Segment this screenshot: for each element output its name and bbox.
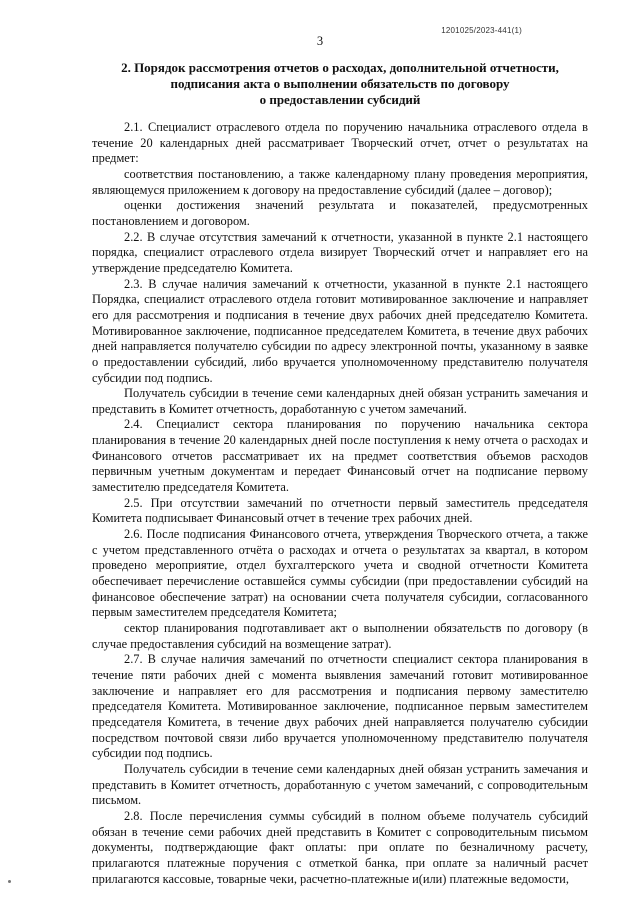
- paragraph-2-3: 2.3. В случае наличия замечаний к отчетности, указанной в пункте 2.1 настоящего Порядка, специалист отраслевого отдела готовит мотивированное заключение и направляет его для рассмотрения и подписания в течение двух рабочих дней председателю Комитета. Мотивированное заключение, подписанное председателем Комитета, в течение двух рабочих дней направляется получателю субсидии по адресу электронной почты, указанному в заявке о предоставлении субсидий, либо вручается уполномоченному представителю получателя субсидии под подпись.: [92, 276, 588, 385]
- document-body: [92, 120, 588, 887]
- paragraph-2-2: 2.2. В случае отсутствия замечаний к отчетности, указанной в пункте 2.1 настоящего порядка, специалист отраслевого отдела визирует Творческий отчет и направляет его на утверждение председателю Комитета.: [92, 229, 588, 275]
- section-heading-line: 2. Порядок рассмотрения отчетов о расходах, дополнительной отчетности,: [121, 60, 559, 75]
- paragraph-2-8: 2.8. После перечисления суммы субсидий в полном объеме получатель субсидий обязан в течение семи рабочих дней представить в Комитет с сопроводительным письмом документы, подтверждающие факт оплаты: при оплате по безналичному расчету, прилагаются платежные поручения с отметкой банка, при оплате за наличный расчет прилагаются кассовые, товарные чеки, расчетно-платежные и(или) платежные ведомости,: [92, 808, 588, 886]
- section-heading-line: о предоставлении субсидий: [259, 92, 421, 107]
- paragraph-2-5: 2.5. При отсутствии замечаний по отчетности первый заместитель председателя Комитета подписывает Финансовый отчет в течение трех рабочих дней.: [92, 495, 588, 526]
- paragraph-2-1-item-b: оценки достижения значений результата и показателей, предусмотренных постановлением и договором.: [92, 198, 588, 228]
- section-heading: [110, 60, 570, 108]
- section-heading-line: подписания акта о выполнении обязательств по договору: [170, 76, 510, 91]
- paragraph-2-7-continued: Получатель субсидии в течение семи календарных дней обязан устранить замечания и представить в Комитет отчетность, доработанную с учетом замечаний, с сопроводительным письмом.: [92, 761, 588, 808]
- paragraph-2-1: 2.1. Специалист отраслевого отдела по поручению начальника отраслевого отдела в течение 20 календарных дней рассматривает Творческий отчет, отчет о результатах на предмет:: [92, 120, 588, 166]
- document-number: 1201025/2023-441(1): [441, 26, 522, 35]
- paragraph-2-3-continued: Получатель субсидии в течение семи календарных дней обязан устранить замечания и представить в Комитет отчетность, доработанную с учетом замечаний.: [92, 386, 588, 416]
- paragraph-2-1-item-a: соответствия постановлению, а также календарному плану проведения мероприятия, являющемуся приложением к договору на предоставление субсидий (далее – договор);: [92, 166, 588, 197]
- paragraph-2-6-continued: сектор планирования подготавливает акт о выполнении обязательств по договору (в случае предоставления субсидий на возмещение затрат).: [92, 621, 588, 651]
- page-number: 3: [316, 34, 324, 48]
- paragraph-2-7: 2.7. В случае наличия замечаний по отчетности специалист сектора планирования в течение пяти рабочих дней с момента выявления замечаний готовит мотивированное заключение и направляет его для рассмотрения и подписания первому заместителю председателя Комитета. Мотивированное заключение, подписанное первым заместителем председателя Комитета, в течение двух рабочих дней направляется получателю субсидии посредством почтовой связи либо вручается уполномоченному представителю получателя субсидии под подпись.: [92, 652, 588, 761]
- scan-dot: [8, 880, 11, 883]
- paragraph-2-6: 2.6. После подписания Финансового отчета, утверждения Творческого отчета, а также с учетом представленного отчёта о расходах и отчета о результатах за квартал, в котором проведено мероприятие, отдел бухгалтерского учета и сводной отчетности Комитета обеспечивает перечисление оставшейся суммы субсидии (при предоставлении субсидий на финансовое обеспечение затрат) на основании счета получателя субсидии, согласованного первым заместителем председателя Комитета;: [92, 527, 588, 620]
- paragraph-2-4: 2.4. Специалист сектора планирования по поручению начальника сектора планирования в течение 20 календарных дней после поступления к нему отчета о расходах и Финансового отчетов рассматривает их на предмет соответствия объемов расходов первичным учетным документам и передает Финансовый отчет на подписание первому заместителю председателя Комитета.: [92, 417, 588, 495]
